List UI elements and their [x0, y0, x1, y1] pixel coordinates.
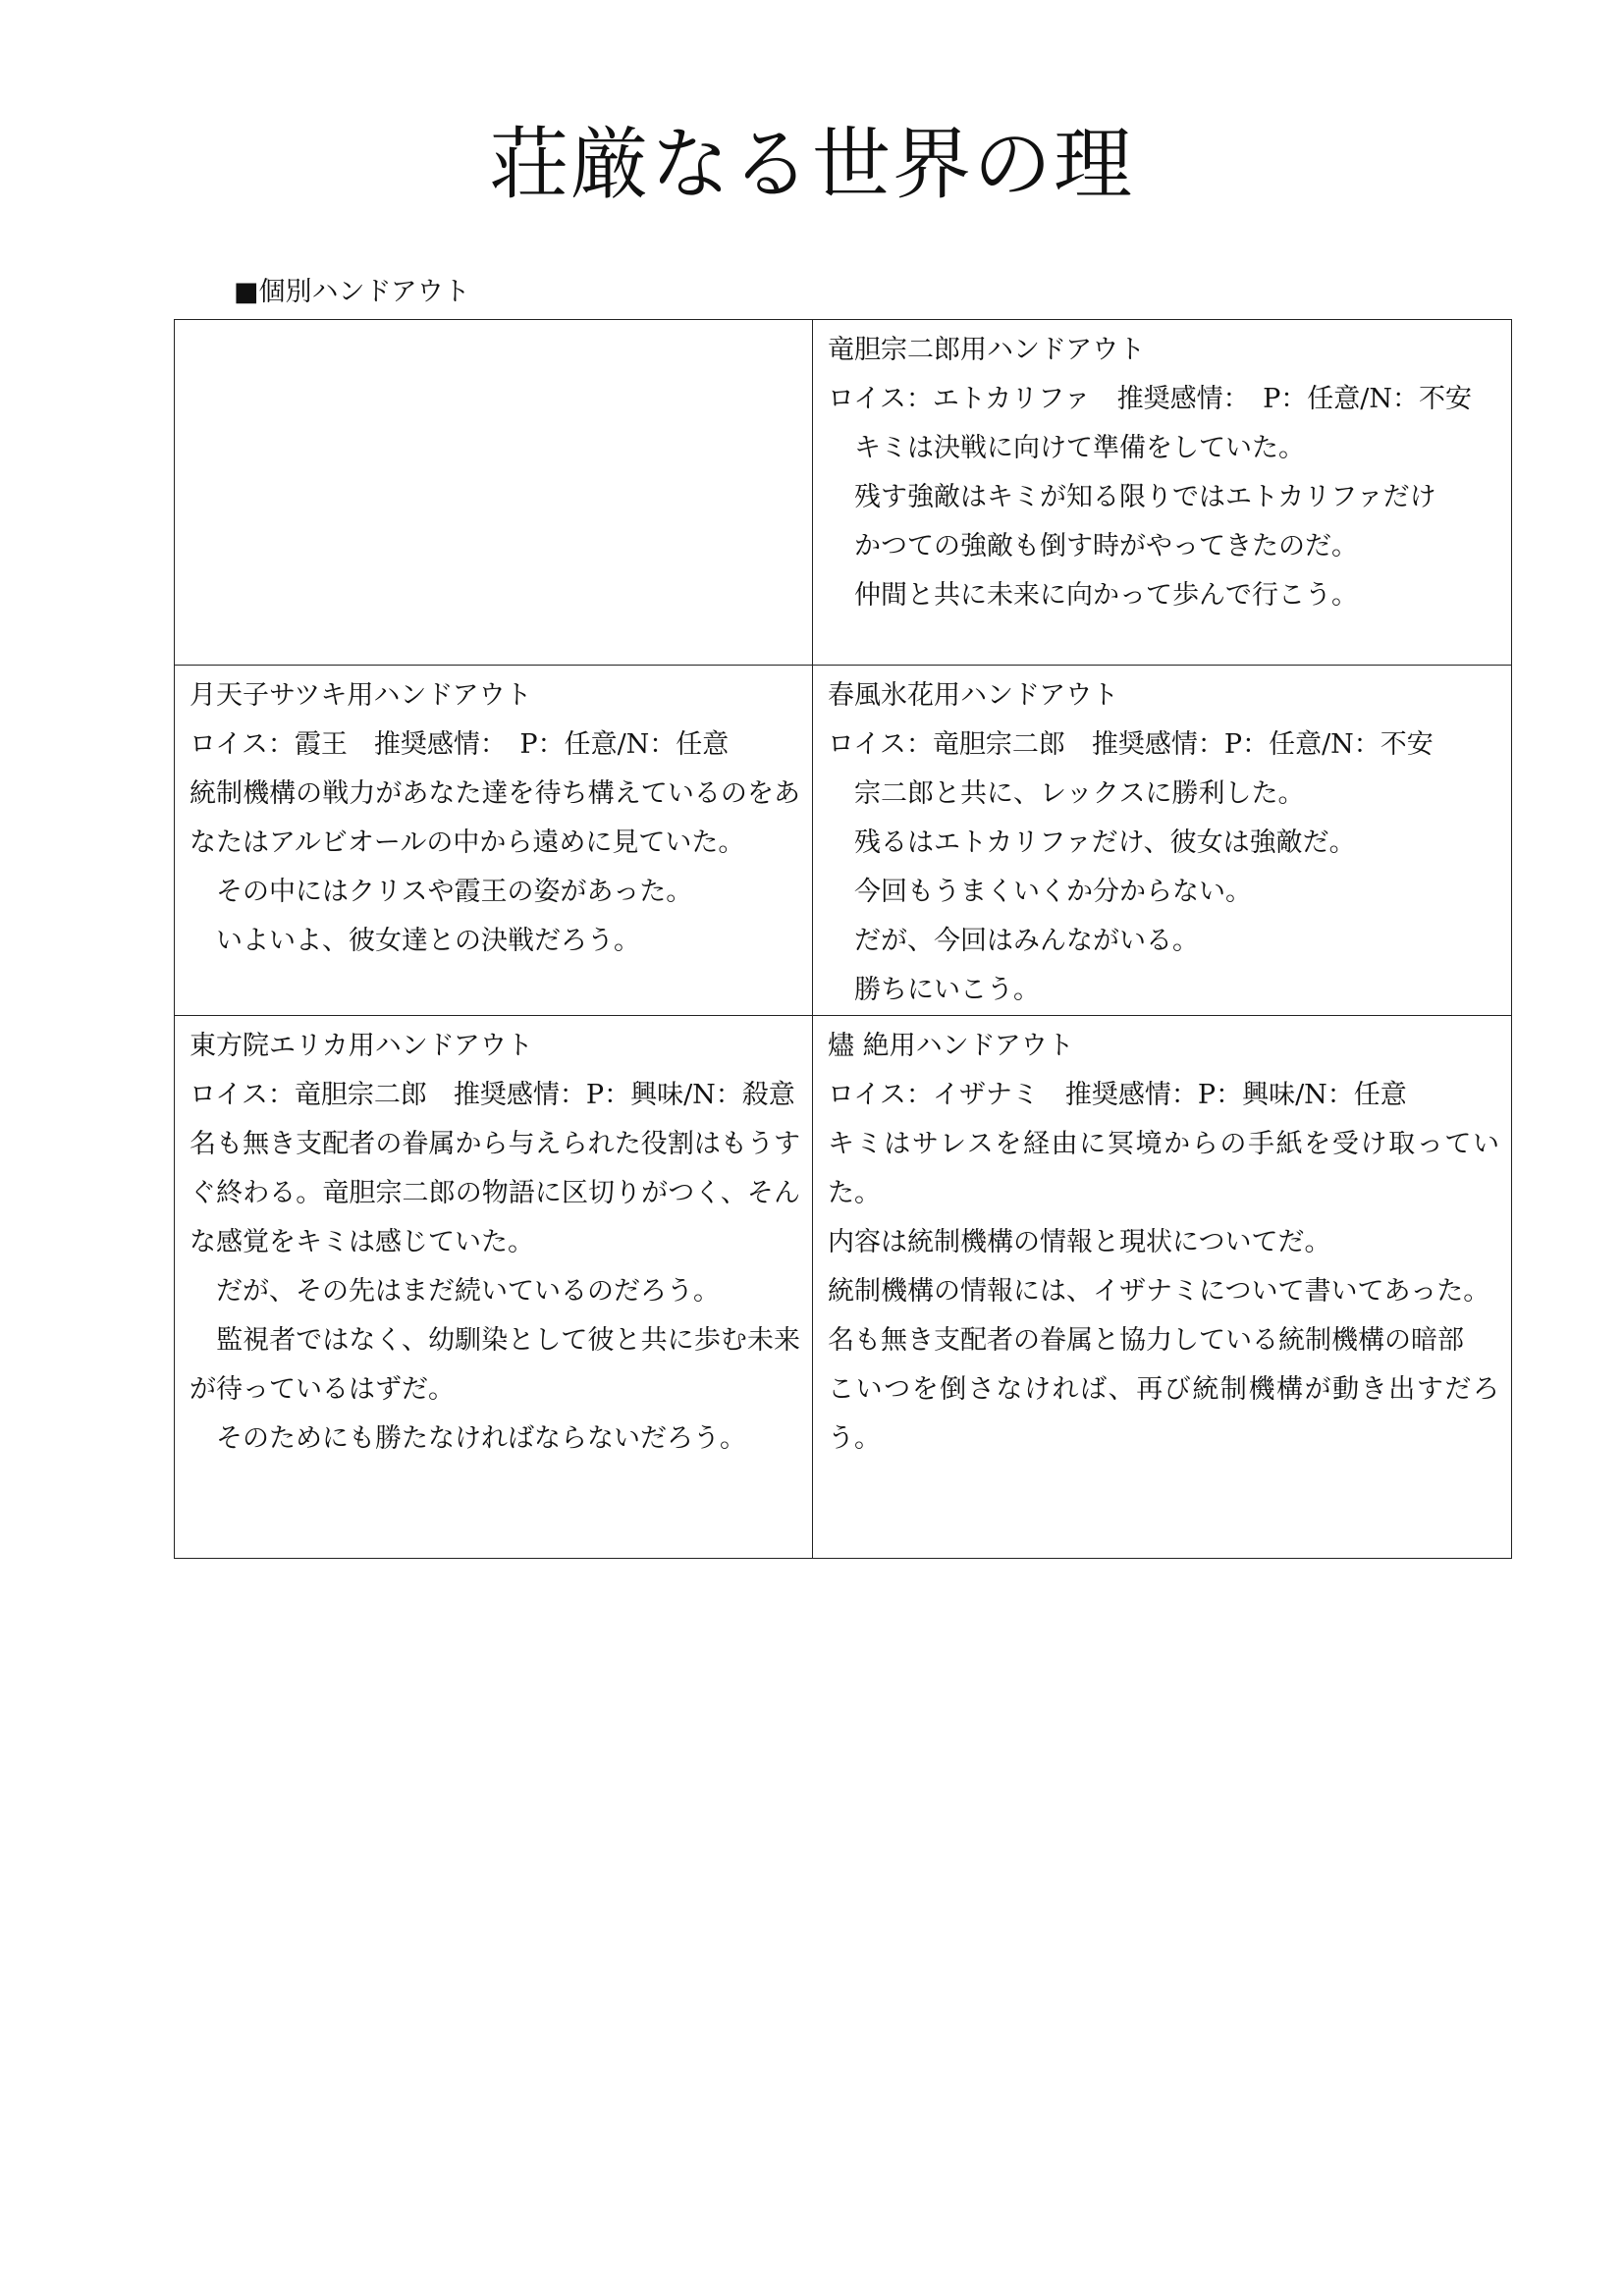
handout-title: 竜胆宗二郎用ハンドアウト — [828, 335, 1146, 365]
handout-line: 統制機構の戦力があなた達を待ち構えているのをあなたはアルビオールの中から遠めに見ていた。 — [189, 778, 800, 858]
handout-cell-erika — [175, 1016, 813, 1559]
handout-table — [174, 319, 1512, 1559]
handout-line: キミはサレスを経由に冥境からの手紙を受け取っていた。 — [828, 1129, 1499, 1208]
table-row — [175, 1016, 1512, 1559]
table-row — [175, 320, 1512, 666]
handout-cell-soujirou — [813, 320, 1512, 666]
handout-line: 監視者ではなく、幼馴染として彼と共に歩む未来が待っているはずだ。 — [189, 1325, 800, 1405]
handout-line: 残るはエトカリファだけ、彼女は強敵だ。 — [828, 828, 1356, 858]
handout-cell-satsuki — [175, 666, 813, 1016]
handout-line: その中にはクリスや霞王の姿があった。 — [189, 877, 693, 907]
document-title: 荘厳なる世界の理 — [490, 119, 1134, 210]
handout-lois: ロイス：イザナミ 推奨感情：P：興味/N：任意 — [828, 1080, 1407, 1110]
table-row — [175, 666, 1512, 1016]
handout-line: 残す強敵はキミが知る限りではエトカリファだけ — [828, 482, 1436, 512]
handout-line: 仲間と共に未来に向かって歩んで行こう。 — [828, 580, 1358, 611]
handout-line: かつての強敵も倒す時がやってきたのだ。 — [828, 531, 1358, 561]
handout-lois: ロイス：竜胆宗二郎 推奨感情：P：任意/N：不安 — [828, 729, 1434, 760]
handout-line: 名も無き支配者の眷属から与えられた役割はもうすぐ終わる。竜胆宗二郎の物語に区切りがつく、そんな感覚をキミは感じていた。 — [189, 1129, 800, 1257]
handout-line: いよいよ、彼女達との決戦だろう。 — [189, 926, 640, 956]
section-label: ■個別ハンドアウト — [234, 277, 470, 307]
handout-line: 内容は統制機構の情報と現状についてだ。 — [828, 1227, 1331, 1257]
handout-lois: ロイス：霞王 推奨感情： P：任意/N：任意 — [189, 729, 730, 760]
handout-lois: ロイス：竜胆宗二郎 推奨感情：P：興味/N：殺意 — [189, 1080, 795, 1110]
handout-title: 月天子サツキ用ハンドアウト — [189, 680, 532, 711]
handout-line: こいつを倒さなければ、再び統制機構が動き出すだろう。 — [828, 1374, 1499, 1454]
handout-title: 燼 絶用ハンドアウト — [828, 1031, 1074, 1061]
handout-title: 東方院エリカ用ハンドアウト — [189, 1031, 533, 1061]
handout-cell-hyouka — [813, 666, 1512, 1016]
handout-line: 勝ちにいこう。 — [828, 975, 1040, 1005]
handout-lois: ロイス：エトカリファ 推奨感情： P：任意/N：不安 — [828, 384, 1472, 414]
handout-cell-empty — [175, 320, 813, 666]
handout-cell-zetsu — [813, 1016, 1512, 1559]
handout-line: だが、今回はみんながいる。 — [828, 926, 1199, 956]
handout-line: 今回もうまくいくか分からない。 — [828, 877, 1252, 907]
handout-line: 名も無き支配者の眷属と協力している統制機構の暗部 — [828, 1325, 1464, 1356]
handout-line: だが、その先はまだ続いているのだろう。 — [189, 1276, 720, 1307]
handout-line: キミは決戦に向けて準備をしていた。 — [828, 433, 1305, 463]
handout-line: そのためにも勝たなければならないだろう。 — [189, 1423, 746, 1454]
handout-title: 春風氷花用ハンドアウト — [828, 680, 1119, 711]
handout-line: 統制機構の情報には、イザナミについて書いてあった。 — [828, 1276, 1490, 1307]
handout-line: 宗二郎と共に、レックスに勝利した。 — [828, 778, 1305, 809]
